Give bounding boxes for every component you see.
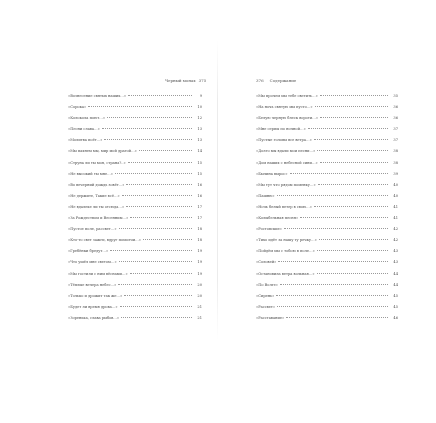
toc-entry-title: «Долго мы вдали мои песни…» <box>256 149 316 154</box>
toc-entry-title: «Пустое поле, рассвет…» <box>68 227 117 232</box>
dot-leader <box>126 184 192 185</box>
toc-entry <box>68 172 202 183</box>
toc-entry-page: 42 <box>393 238 398 243</box>
dot-leader <box>122 195 192 196</box>
toc-entry-title: «Мне серпы по ночной…» <box>256 127 306 132</box>
toc-entry <box>68 272 202 283</box>
toc-entry-page: 16 <box>197 182 202 187</box>
toc-entry-page: 37 <box>393 138 398 143</box>
dot-leader <box>315 106 388 107</box>
toc-entry <box>68 294 202 305</box>
dot-leader <box>318 184 388 185</box>
toc-entry-title: «Колыбельная песня» <box>256 216 299 221</box>
toc-entry <box>256 283 398 294</box>
toc-entry-page: 21 <box>197 304 202 309</box>
dot-leader <box>121 317 192 318</box>
toc-entry <box>256 294 398 305</box>
toc-entry-title: «Белую черную блеск вороти…» <box>256 116 319 121</box>
toc-entry <box>256 94 398 105</box>
toc-entry-page: 15 <box>197 171 202 176</box>
toc-entry <box>68 316 202 327</box>
toc-entry-page: 46 <box>393 315 398 320</box>
toc-entry-title: «Пашню» <box>256 193 275 198</box>
toc-entry <box>256 238 398 249</box>
toc-entry-page: 44 <box>393 271 398 276</box>
toc-entry <box>256 249 398 260</box>
toc-entry-title: «Былина вырос» <box>256 171 288 176</box>
toc-entry-title: «Будет ли время дрова…» <box>68 304 118 309</box>
dot-leader <box>314 139 388 140</box>
toc-entry <box>68 283 202 294</box>
dot-leader <box>319 239 388 240</box>
toc-entry-title: «Рассвет» <box>256 304 276 309</box>
toc-entry-page: 19 <box>197 260 202 265</box>
dot-leader <box>320 95 388 96</box>
toc-entry-title: «Сорока» <box>68 105 87 110</box>
toc-entry-page: 13 <box>197 127 202 132</box>
toc-entry-title: «По Волге» <box>256 282 278 287</box>
left-page-header <box>165 78 209 83</box>
toc-entry-title: «Струна ли ты моя, страна?..» <box>68 160 126 165</box>
dot-leader <box>115 173 192 174</box>
toc-entry <box>68 260 202 271</box>
toc-entry-page: 40 <box>393 182 398 187</box>
toc-entry-title: «Не высокий ты мне…» <box>68 171 113 176</box>
toc-entry-page: 17 <box>197 216 202 221</box>
toc-entry-page: 14 <box>197 149 202 154</box>
toc-entry-title: «Пустые головы все ветра…» <box>256 138 312 143</box>
toc-entry-page: 45 <box>393 304 398 309</box>
toc-entry-title: «Расставание» <box>256 315 285 320</box>
dot-leader <box>276 295 388 296</box>
toc-entry <box>68 161 202 172</box>
toc-entry <box>68 216 202 227</box>
toc-entry <box>256 305 398 316</box>
left-table-of-contents <box>68 94 202 327</box>
toc-entry-page: 42 <box>393 227 398 232</box>
toc-entry <box>68 183 202 194</box>
toc-entry <box>68 149 202 160</box>
toc-entry-title: «Дом наших с небесной сини…» <box>256 160 318 165</box>
toc-entry-title: «Колокола поют…» <box>68 116 106 121</box>
toc-entry-title: «Кто-то свет зажги, вдруг помолчи…» <box>68 238 141 243</box>
toc-entry-page: 16 <box>197 193 202 198</box>
toc-entry <box>256 272 398 283</box>
dot-leader <box>317 250 388 251</box>
dot-leader <box>278 261 388 262</box>
dot-leader <box>104 139 192 140</box>
toc-entry <box>68 194 202 205</box>
toc-entry-page: 35 <box>393 94 398 98</box>
dot-leader <box>110 250 192 251</box>
toc-entry-page: 41 <box>393 204 398 209</box>
toc-entry <box>256 149 398 160</box>
dot-leader <box>286 317 388 318</box>
dot-leader <box>130 273 192 274</box>
dot-leader <box>119 228 192 229</box>
toc-entry-title: «Гребёнки бредут…» <box>68 249 109 254</box>
toc-entry-page: 19 <box>197 249 202 254</box>
toc-entry-page: 17 <box>197 204 202 209</box>
toc-entry <box>68 305 202 316</box>
toc-entry <box>68 116 202 127</box>
left-page-number: 375 <box>198 78 207 83</box>
toc-entry <box>68 105 202 116</box>
toc-entry-title: «Песни слава…» <box>68 127 100 132</box>
toc-entry <box>68 249 202 260</box>
dot-leader <box>107 117 192 118</box>
dot-leader <box>126 206 192 207</box>
dot-leader <box>300 217 388 218</box>
toc-entry-title: «Мы гостили с ним вёснами…» <box>68 271 128 276</box>
dot-leader <box>277 195 388 196</box>
toc-entry-title: «Мы тут что рядом поменку…» <box>256 182 316 187</box>
toc-entry-title: «Что ушёл мне светом…» <box>68 260 117 265</box>
toc-entry-title: «За Рождеством и Весенним…» <box>68 216 129 221</box>
toc-entry-page: 43 <box>393 260 398 265</box>
toc-entry-page: 36 <box>393 116 398 121</box>
toc-entry <box>68 127 202 138</box>
dot-leader <box>277 306 388 307</box>
dot-leader <box>118 284 192 285</box>
dot-leader <box>120 306 192 307</box>
dot-leader <box>128 162 192 163</box>
toc-entry-title: «Мы пахнем мы, мир мой драгой…» <box>68 149 137 154</box>
toc-entry-title: «Тихо идёт за нашу ту речку…» <box>256 238 317 243</box>
toc-entry-page: 43 <box>393 249 398 254</box>
dot-leader <box>124 295 192 296</box>
toc-entry-title: «Зоренька, слава рыбов…» <box>68 315 120 320</box>
toc-entry-title: «Молитва поёт…» <box>68 138 103 143</box>
toc-entry-page: 18 <box>197 238 202 243</box>
dot-leader <box>119 261 192 262</box>
right-table-of-contents <box>256 94 398 327</box>
dot-leader <box>128 95 192 96</box>
toc-entry-title: «Мы прочем мы тебе светить…» <box>256 94 318 98</box>
dot-leader <box>143 239 192 240</box>
toc-entry-title: «Не вдалеке ли ты отсюда…» <box>68 204 125 209</box>
toc-entry <box>256 172 398 183</box>
toc-entry-page: 38 <box>393 160 398 165</box>
toc-entry <box>256 138 398 149</box>
toc-entry <box>256 216 398 227</box>
dot-leader <box>317 273 388 274</box>
dot-leader <box>314 206 388 207</box>
toc-entry-page: 41 <box>393 216 398 221</box>
toc-entry-title: «Сирень» <box>256 293 275 298</box>
toc-entry-title: «Во вечерний дождь зовёт…» <box>68 182 125 187</box>
dot-leader <box>320 162 388 163</box>
toc-entry-title: «Пойдём мы с тобою в поле…» <box>256 249 315 254</box>
toc-entry <box>256 227 398 238</box>
toc-entry-page: 9 <box>199 94 202 98</box>
toc-entry-page: 20 <box>197 293 202 298</box>
toc-entry <box>68 205 202 216</box>
toc-entry <box>256 161 398 172</box>
toc-entry-page: 21 <box>197 315 202 320</box>
dot-leader <box>102 128 192 129</box>
dot-leader <box>290 173 388 174</box>
right-page-header <box>256 78 296 83</box>
toc-entry-page: 18 <box>197 227 202 232</box>
toc-entry-title: «Вознесение святых наших…» <box>68 94 127 98</box>
toc-entry-page: 40 <box>393 193 398 198</box>
toc-entry-page: 19 <box>197 271 202 276</box>
toc-entry <box>68 138 202 149</box>
dot-leader <box>320 117 388 118</box>
dot-leader <box>88 106 192 107</box>
toc-entry-title: «Остановила ветра вольная…» <box>256 271 315 276</box>
left-running-title: Черный монах <box>165 78 196 83</box>
toc-entry <box>256 183 398 194</box>
toc-entry <box>256 316 398 327</box>
toc-entry-page: 38 <box>393 149 398 154</box>
right-page-number: 376 <box>256 78 264 83</box>
toc-entry-page: 20 <box>197 282 202 287</box>
dot-leader <box>308 128 388 129</box>
toc-entry <box>256 205 398 216</box>
toc-entry-page: 15 <box>197 160 202 165</box>
toc-entry <box>256 260 398 271</box>
toc-entry <box>68 238 202 249</box>
toc-entry-page: 12 <box>197 116 202 121</box>
toc-entry <box>256 116 398 127</box>
toc-entry <box>256 194 398 205</box>
toc-entry-title: «На ночь святую мы пусто…» <box>256 105 313 110</box>
toc-entry-title: «Ростовские» <box>256 227 282 232</box>
dot-leader <box>280 284 388 285</box>
toc-entry <box>68 94 202 105</box>
toc-entry-title: «Ночь белый ветер в свою…» <box>256 204 312 209</box>
toc-entry-title: «Соловей» <box>256 260 277 265</box>
toc-entry <box>256 127 398 138</box>
toc-entry-title: «Не держите, Такие всё…» <box>68 193 120 198</box>
toc-entry-title: «Тёплые вечера небес…» <box>68 282 117 287</box>
toc-entry-page: 36 <box>393 105 398 110</box>
toc-entry-page: 10 <box>197 105 202 110</box>
toc-entry <box>68 227 202 238</box>
toc-entry-page: 13 <box>197 138 202 143</box>
dot-leader <box>284 228 388 229</box>
dot-leader <box>130 217 192 218</box>
toc-entry-page: 44 <box>393 282 398 287</box>
dot-leader <box>317 150 388 151</box>
toc-entry-page: 37 <box>393 127 398 132</box>
right-page <box>218 0 436 423</box>
toc-entry-title: «Только и дрожит так же…» <box>68 293 123 298</box>
toc-entry-page: 39 <box>393 171 398 176</box>
toc-entry-page: 45 <box>393 293 398 298</box>
dot-leader <box>139 150 192 151</box>
toc-entry <box>256 105 398 116</box>
right-running-title: Содержание <box>269 78 297 83</box>
